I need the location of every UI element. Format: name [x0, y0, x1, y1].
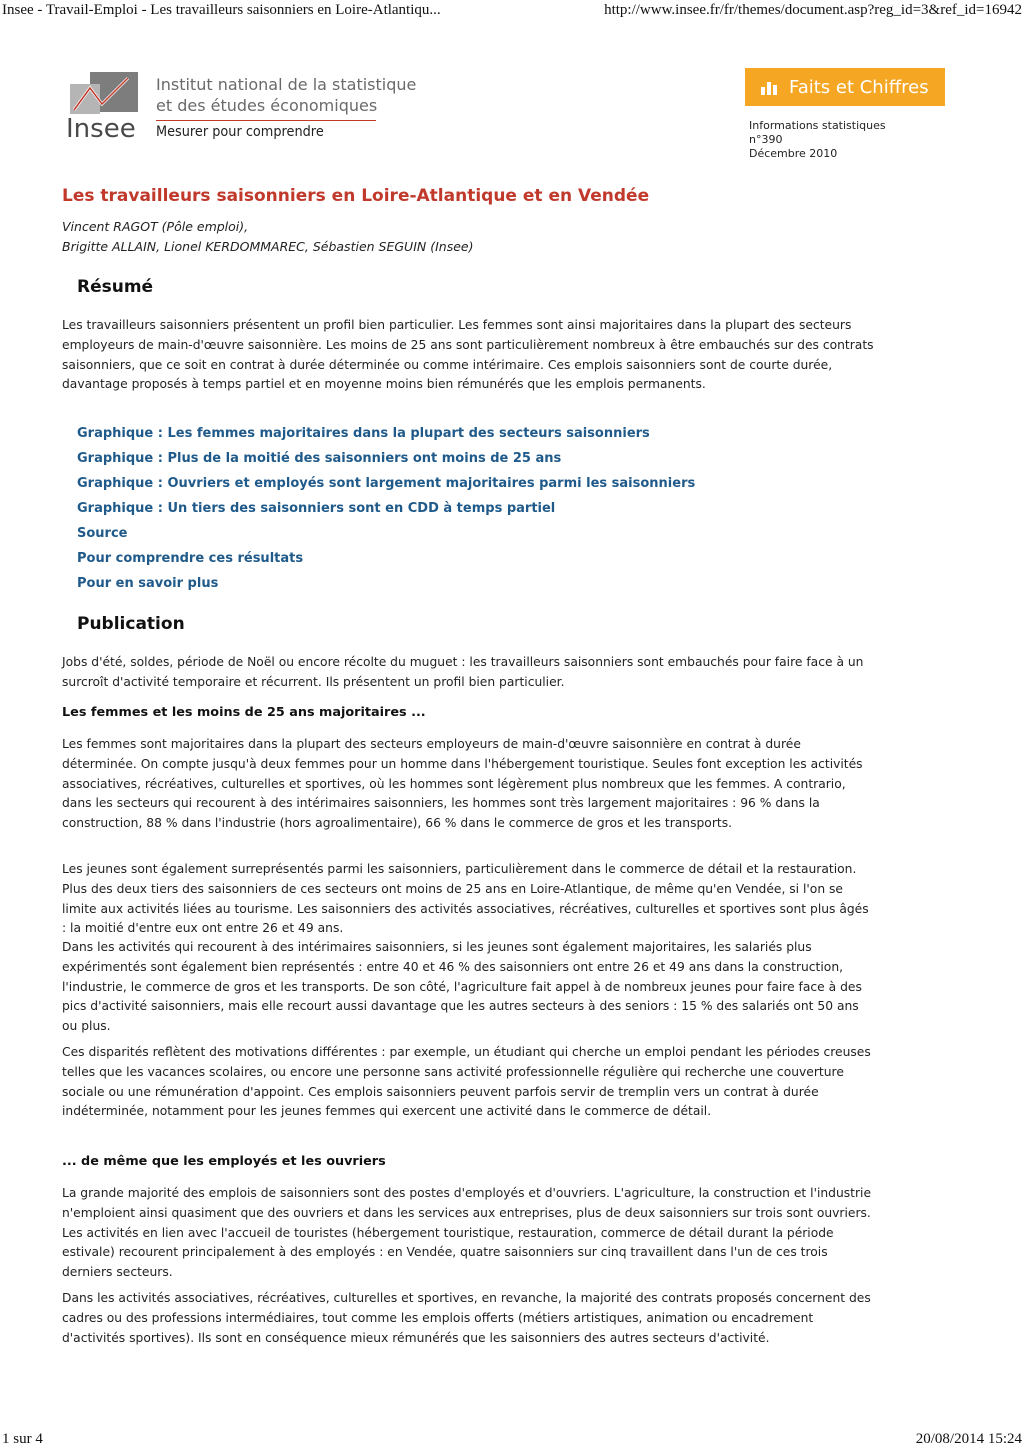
paragraph-women: Les femmes sont majoritaires dans la plupart des secteurs employeurs de main-d'œuvre saisonnière en contrat à durée déterminée. On compte jusqu'à deux femmes pour un homme dans l'hébergement touristique. Seules font exception les activités associatives, récréatives, culturelles et sportives, où les hommes sont légèrement plus nombreux que les femmes. A contrario, dans les secteurs qui recourent à des intérimaires saisonniers, les hommes sont très largement majoritaires : 96 % dans la construction, 88 % dans l'industrie (hors agroalimentaire), 66 % dans le commerce de gros et les transports.: [62, 737, 863, 831]
authors-line1: Vincent RAGOT (Pôle emploi),: [62, 219, 249, 234]
link-graph-under-25[interactable]: Graphique : Plus de la moitié des saisonniers ont moins de 25 ans: [77, 451, 562, 466]
paragraph-associative: Dans les activités associatives, récréatives, culturelles et sportives, en revanche, la majorité des contrats proposés concernent des cadres ou des professions intermédiaires, tout comme les emplois offerts (métiers artistiques, animation ou encadrement d'activités sportives). Ils sont en conséquence mieux rémunérés que les saisonniers des autres secteurs d'activité.: [62, 1291, 871, 1345]
print-header-url: http://www.insee.fr/fr/themes/document.asp?reg_id=3&ref_id=16942: [604, 2, 1022, 18]
insee-wordmark: Insee: [66, 114, 136, 144]
page-counter: 1 sur 4: [2, 1431, 43, 1447]
publication-date: Décembre 2010: [749, 147, 838, 160]
publication-intro: Jobs d'été, soldes, période de Noël ou encore récolte du muguet : les travailleurs saisonniers sont embauchés pour faire face à un surcroît d'activité temporaire et récurrent. Ils présentent un profil bien particulier.: [62, 655, 864, 689]
link-graph-workers[interactable]: Graphique : Ouvriers et employés sont largement majoritaires parmi les saisonniers: [77, 476, 696, 491]
subhead-employees-workers: ... de même que les employés et les ouvriers: [62, 1154, 386, 1169]
print-header-title: Insee - Travail-Emploi - Les travailleurs saisonniers en Loire-Atlantiqu...: [2, 2, 441, 18]
resume-heading: Résumé: [77, 277, 154, 297]
paragraph-young: Les jeunes sont également surreprésentés parmi les saisonniers, particulièrement dans le commerce de détail et la restauration. Plus des deux tiers des saisonniers de ces secteurs ont moins de 25 ans en Loire-Atlantique, de même qu'en Vendée, si l'on se limite aux activités liées au tourisme. Les saisonniers des activités associatives, récréatives, culturelles et sportives sont plus âgés : la moitié d'entre eux ont entre 26 et 49 ans.: [62, 862, 869, 936]
chart-figures-icon: [759, 77, 779, 97]
paragraph-employees: La grande majorité des emplois de saisonniers sont des postes d'employés et d'ouvriers. L'agriculture, la construction et l'industrie n'emploient ainsi quasiment que des ouvriers et dans les services aux entreprises, plus de deux saisonniers sur trois sont ouvriers. Les activités en lien avec l'accueil de touristes (hébergement touristique, restauration, commerce de détail durant la période estivale) recourent principalement à des employés : en Vendée, quatre saisonniers sur cinq travaillent dans l'un de ces trois derniers secteurs.: [62, 1186, 872, 1280]
link-learn-more[interactable]: Pour en savoir plus: [77, 576, 219, 591]
logo-tagline: Mesurer pour comprendre: [156, 124, 324, 140]
insee-logo[interactable]: [64, 68, 424, 148]
link-graph-women[interactable]: Graphique : Les femmes majoritaires dans la plupart des secteurs saisonniers: [77, 426, 650, 441]
institute-name-line1: Institut national de la statistique: [156, 75, 417, 94]
publication-info: [749, 119, 886, 161]
link-graph-cdd[interactable]: Graphique : Un tiers des saisonniers sont en CDD à temps partiel: [77, 501, 556, 516]
publication-series: Informations statistiques: [749, 119, 886, 132]
badge-label: Faits et Chiffres: [789, 76, 929, 98]
page-title: Les travailleurs saisonniers en Loire-Atlantique et en Vendée: [62, 186, 650, 206]
institute-name: [156, 74, 416, 116]
paragraph-interim: Dans les activités qui recourent à des intérimaires saisonniers, si les jeunes sont également majoritaires, les salariés plus expérimentés sont également bien représentés : entre 40 et 46 % des saisonniers ont entre 26 et 49 ans dans la construction, l'industrie, le commerce de gros et les transports. De son côté, l'agriculture fait appel à de nombreux jeunes pour faire face à des pics d'activité saisonniers, mais elle recourt aussi davantage que les autres secteurs à des seniors : 15 % des salariés ont 50 ans ou plus.: [62, 940, 862, 1034]
subhead-women-young: Les femmes et les moins de 25 ans majoritaires ...: [62, 705, 426, 720]
related-links: [77, 424, 695, 599]
institute-name-line2: et des études économiques: [156, 96, 378, 115]
resume-text: Les travailleurs saisonniers présentent un profil bien particulier. Les femmes sont ainsi majoritaires dans la plupart des secteurs employeurs de main-d'œuvre saisonnière. Les moins de 25 ans sont particulièrement nombreux à être embauchés sur des contrats saisonniers, que ce soit en contrat à durée déterminée ou comme intérimaire. Ces emplois saisonniers sont de courte durée, davantage proposés à temps partiel et en moyenne moins bien rémunérés que les emplois permanents.: [62, 318, 874, 392]
print-footer: [0, 1431, 1024, 1449]
link-source[interactable]: Source: [77, 526, 128, 541]
authors-line2: Brigitte ALLAIN, Lionel KERDOMMAREC, Sébastien SEGUIN (Insee): [62, 239, 474, 254]
link-understand-results[interactable]: Pour comprendre ces résultats: [77, 551, 304, 566]
faits-et-chiffres-badge[interactable]: [745, 68, 945, 106]
print-timestamp: 20/08/2014 15:24: [915, 1431, 1022, 1447]
paragraph-motivations: Ces disparités reflètent des motivations différentes : par exemple, un étudiant qui cherche un emploi pendant les périodes creuses telles que les vacances scolaires, ou encore une personne sans activité professionnelle régulière qui recherche une couverture sociale ou une rémunération d'appoint. Ces emplois saisonniers peuvent parfois servir de tremplin vers un contrat à durée indéterminée, notamment pour les jeunes femmes qui exercent une activité dans le commerce de détail.: [62, 1045, 871, 1119]
publication-heading: Publication: [77, 614, 185, 634]
logo-divider: [156, 120, 376, 121]
authors: [62, 217, 473, 257]
print-header: [0, 2, 1024, 24]
publication-number: n°390: [749, 133, 783, 146]
